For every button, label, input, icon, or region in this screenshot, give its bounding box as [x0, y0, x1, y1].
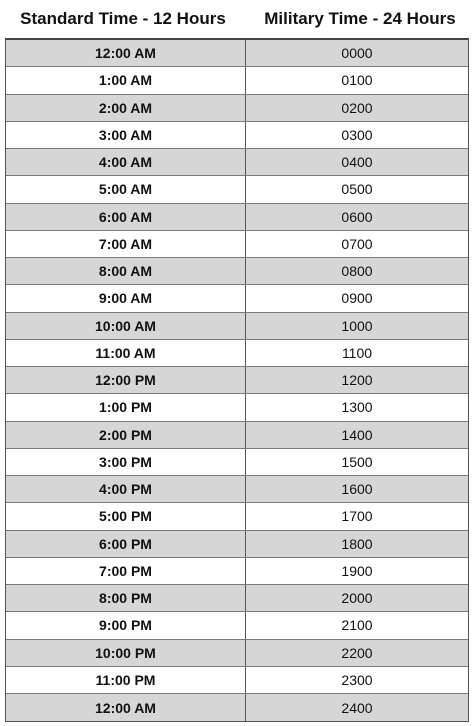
standard-time-cell: 3:00 AM: [6, 122, 246, 148]
standard-time-heading: Standard Time - 12 Hours: [20, 9, 226, 28]
military-time-cell: 0000: [341, 45, 373, 62]
table-row: [6, 694, 468, 721]
military-time-cell: 2000: [341, 590, 373, 607]
military-time-cell: 1100: [341, 344, 373, 361]
military-time-cell: 0800: [341, 263, 373, 280]
table-row: [6, 258, 468, 285]
standard-time-cell: 1:00 PM: [6, 394, 246, 420]
standard-time-cell: 12:00 AM: [6, 40, 246, 66]
table-row: [6, 40, 468, 67]
military-time-cell: 2400: [341, 699, 373, 716]
table-row: [6, 476, 468, 503]
table-row: [6, 449, 468, 476]
table-row: [6, 667, 468, 694]
table-row: [6, 149, 468, 176]
standard-time-cell: 5:00 AM: [6, 176, 246, 202]
standard-time-cell: 9:00 AM: [6, 285, 246, 311]
table-row: [6, 204, 468, 231]
military-time-cell: 1600: [341, 481, 373, 498]
military-time-cell: 0400: [341, 154, 373, 171]
standard-time-cell: 6:00 AM: [6, 204, 246, 230]
standard-time-cell: 8:00 AM: [6, 258, 246, 284]
table-row: [6, 176, 468, 203]
table-row: [6, 67, 468, 94]
table-row: [6, 340, 468, 367]
standard-time-cell: 12:00 PM: [6, 367, 246, 393]
standard-time-cell: 11:00 AM: [6, 340, 246, 366]
table-row: [6, 531, 468, 558]
military-time-cell: 0500: [341, 181, 373, 198]
standard-time-cell: 9:00 PM: [6, 612, 246, 638]
standard-time-cell: 3:00 PM: [6, 449, 246, 475]
military-time-cell: 1400: [341, 426, 373, 443]
standard-time-cell: 6:00 PM: [6, 531, 246, 557]
military-time-cell: 1900: [341, 562, 373, 579]
military-time-cell: 1000: [341, 317, 373, 334]
military-time-cell: 2300: [341, 671, 373, 688]
standard-time-cell: 5:00 PM: [6, 503, 246, 529]
standard-time-cell: 8:00 PM: [6, 585, 246, 611]
standard-time-cell: 7:00 PM: [6, 558, 246, 584]
military-time-cell: 0100: [341, 72, 373, 89]
table-row: [6, 503, 468, 530]
standard-time-cell: 2:00 AM: [6, 95, 246, 121]
military-time-cell: 2200: [341, 644, 373, 661]
standard-time-cell: 11:00 PM: [6, 667, 246, 693]
standard-time-cell: 1:00 AM: [6, 67, 246, 93]
military-time-cell: 1300: [341, 399, 373, 416]
table-row: [6, 231, 468, 258]
military-time-cell: 1200: [341, 372, 373, 389]
table-row: [6, 394, 468, 421]
military-time-cell: 1800: [341, 535, 373, 552]
military-time-cell: 0200: [341, 99, 373, 116]
standard-time-cell: 10:00 AM: [6, 313, 246, 339]
table-row: [6, 422, 468, 449]
standard-time-cell: 4:00 PM: [6, 476, 246, 502]
standard-time-cell: 2:00 PM: [6, 422, 246, 448]
table-row: [6, 367, 468, 394]
military-time-cell: 2100: [341, 617, 373, 634]
table-row: [6, 585, 468, 612]
table-row: [6, 558, 468, 585]
table-row: [6, 313, 468, 340]
table-row: [6, 122, 468, 149]
table-row: [6, 95, 468, 122]
military-time-heading: Military Time - 24 Hours: [264, 9, 456, 28]
military-time-cell: 1700: [341, 508, 373, 525]
standard-time-cell: 12:00 AM: [6, 694, 246, 721]
military-time-cell: 0600: [341, 208, 373, 225]
table-row: [6, 640, 468, 667]
table-header: [0, 0, 474, 38]
time-conversion-table: [5, 38, 469, 722]
standard-time-cell: 4:00 AM: [6, 149, 246, 175]
table-row: [6, 285, 468, 312]
standard-time-cell: 10:00 PM: [6, 640, 246, 666]
military-time-cell: 0700: [341, 235, 373, 252]
military-time-cell: 1500: [341, 453, 373, 470]
standard-time-cell: 7:00 AM: [6, 231, 246, 257]
military-time-cell: 0300: [341, 126, 373, 143]
table-row: [6, 612, 468, 639]
military-time-cell: 0900: [341, 290, 373, 307]
